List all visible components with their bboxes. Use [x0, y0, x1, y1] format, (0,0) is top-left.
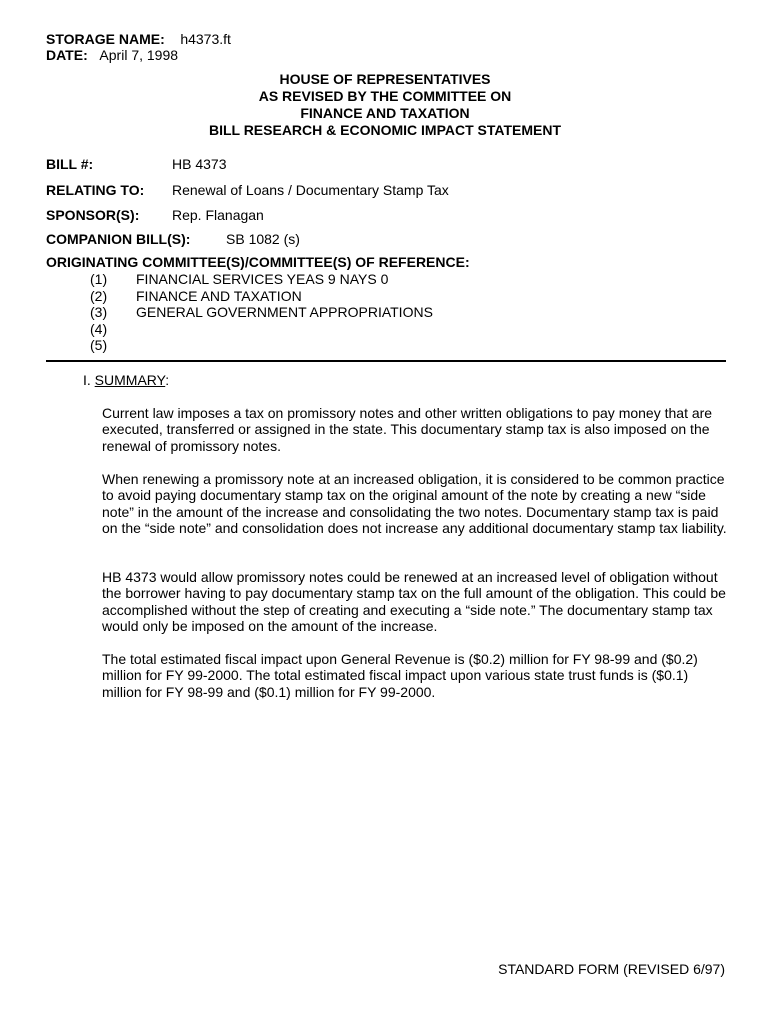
summary-heading: I. SUMMARY:: [83, 372, 170, 388]
committee-item-5: [90, 337, 690, 354]
summary-paragraph-4: The total estimated fiscal impact upon General Revenue is ($0.2) million for FY 98-99 and ($0.2) million for FY 99-2000. The total estimated fiscal impact upon various state trust funds is ($0.1) million for FY 98-99 and ($0.1) million for FY 99-2000.: [102, 651, 698, 700]
storage-name-label: STORAGE NAME: [46, 31, 161, 47]
title-line-3: FINANCE AND TAXATION: [300, 105, 470, 121]
committee-item-3: [90, 304, 690, 321]
summary-numeral: I.: [83, 372, 91, 388]
bill-number-label: BILL #: [46, 156, 89, 172]
committees-heading: ORIGINATING COMMITTEE(S)/COMMITTEE(S) OF REFERENCE:: [46, 254, 470, 270]
bill-number-value: HB 4373: [172, 156, 227, 172]
committee-item-4: [90, 321, 690, 338]
section-divider: [46, 360, 726, 362]
summary-paragraph-2: When renewing a promissory note at an increased obligation, it is considered to be common practice to avoid paying documentary stamp tax on the original amount of the note by creating a new “side note” in the amount of the increase and consolidating the two notes. Documentary stamp tax is paid on the “side note” and consolidation does not increase any additional documentary stamp tax liability.: [102, 471, 727, 537]
committee-name: GENERAL GOVERNMENT APPROPRIATIONS: [136, 304, 433, 321]
relating-to-row: RELATING TO: Renewal of Loans / Documentary Stamp Tax: [46, 182, 449, 198]
form-footer: STANDARD FORM (REVISED 6/97): [498, 961, 725, 977]
date-label: DATE: [46, 47, 84, 63]
companion-bill-row: COMPANION BILL(S): SB 1082 (s): [46, 231, 300, 247]
date-value: April 7, 1998: [99, 47, 179, 63]
committee-item-1: [90, 271, 690, 288]
title-line-2: AS REVISED BY THE COMMITTEE ON: [258, 88, 512, 104]
sponsor-value: Rep. Flanagan: [172, 207, 264, 223]
bill-number-row: BILL #: HB 4373: [46, 156, 227, 172]
summary-paragraph-1: Current law imposes a tax on promissory notes and other written obligations to pay money that are executed, transferred or assigned in the state. This documentary stamp tax is also imposed on the renewal of promissory notes.: [102, 405, 713, 454]
committee-name: FINANCIAL SERVICES YEAS 9 NAYS 0: [136, 271, 389, 287]
relating-to-label: RELATING TO: [46, 182, 140, 198]
document-title: [0, 71, 770, 139]
committee-number: (2): [90, 287, 108, 304]
committee-number: (1): [90, 271, 108, 287]
sponsor-label: SPONSOR(S): [46, 207, 135, 223]
committee-name: FINANCE AND TAXATION: [136, 287, 302, 304]
title-line-4: BILL RESEARCH & ECONOMIC IMPACT STATEMENT: [208, 122, 562, 138]
storage-name-value: h4373.ft: [180, 31, 231, 47]
committee-number: (5): [90, 337, 108, 354]
title-line-1: HOUSE OF REPRESENTATIVES: [279, 71, 491, 87]
sponsor-row: SPONSOR(S): Rep. Flanagan: [46, 207, 264, 223]
companion-bill-label: COMPANION BILL(S): [46, 231, 186, 247]
committee-number: (4): [90, 320, 108, 337]
committee-number: (3): [90, 304, 108, 321]
summary-paragraph-3: HB 4373 would allow promissory notes could be renewed at an increased level of obligation without the borrower having to pay documentary stamp tax on the full amount of the obligation. This could be accomplished without the step of creating and executing a “side note.” The documentary stamp tax would only be imposed on the amount of the increase.: [102, 569, 726, 635]
storage-name-line: STORAGE NAME: h4373.ft: [46, 31, 231, 47]
committee-item-2: [90, 288, 690, 305]
companion-bill-value: SB 1082 (s): [226, 231, 300, 247]
relating-to-value: Renewal of Loans / Documentary Stamp Tax: [172, 182, 449, 198]
date-line: DATE: April 7, 1998: [46, 47, 179, 63]
summary-title: SUMMARY: [94, 372, 166, 388]
committees-list: [90, 271, 690, 354]
